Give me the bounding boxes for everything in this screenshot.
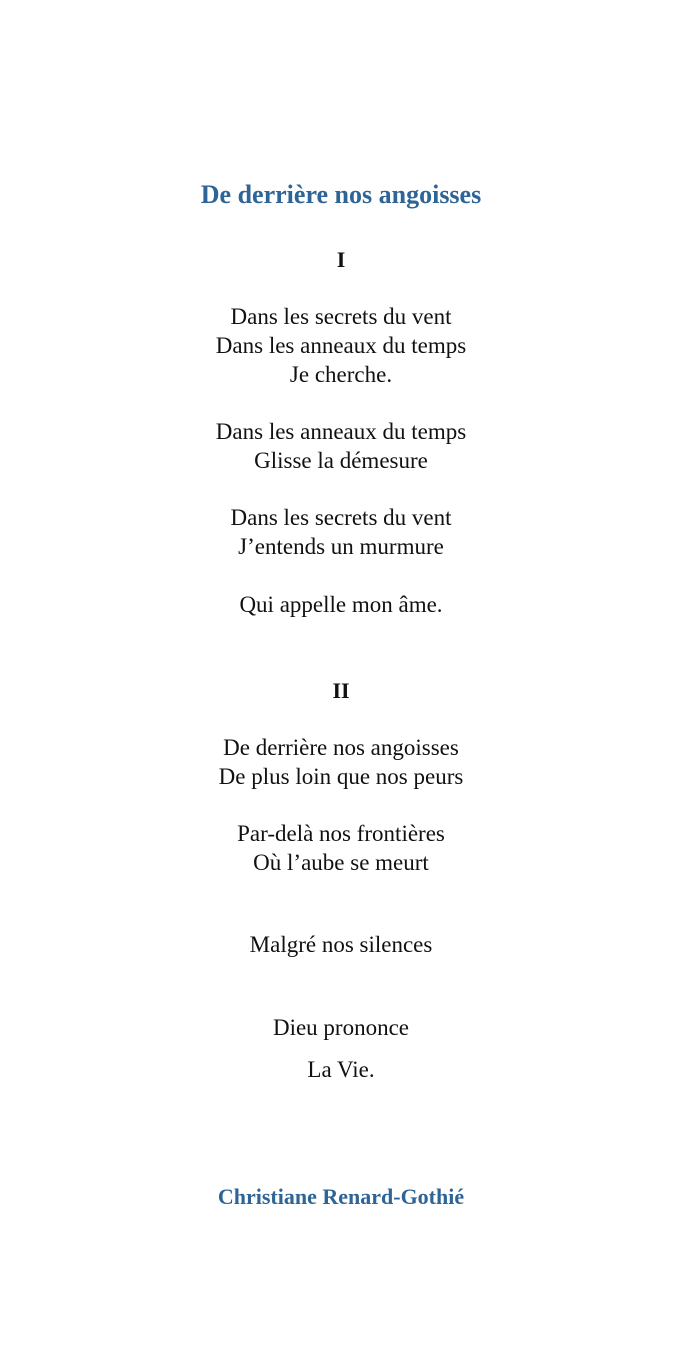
poem-line: Malgré nos silences — [249, 932, 433, 957]
section-number-2: II — [332, 678, 350, 703]
section-number-1: I — [336, 247, 346, 272]
poem-line: De derrière nos angoisses — [223, 735, 459, 760]
poem-line: La Vie. — [307, 1057, 375, 1082]
poem-line: Où l’aube se meurt — [253, 850, 429, 875]
poem-line: Dieu prononce — [272, 1015, 410, 1040]
poem-line: Je cherche. — [289, 362, 393, 387]
poem-author: Christiane Renard-Gothié — [217, 1184, 465, 1209]
poem-line: Qui appelle mon âme. — [239, 592, 443, 617]
poem-title: De derrière nos angoisses — [200, 180, 482, 209]
poem-line: Par-delà nos frontières — [237, 821, 445, 846]
poem-line: Dans les anneaux du temps — [215, 333, 467, 358]
poem-line: Dans les secrets du vent — [230, 505, 452, 530]
poem-line: De plus loin que nos peurs — [218, 764, 464, 789]
poem-line: J’entends un murmure — [238, 534, 444, 559]
poem-line: Dans les secrets du vent — [230, 304, 452, 329]
poem-line: Glisse la démesure — [254, 448, 428, 473]
poem-line: Dans les anneaux du temps — [215, 419, 467, 444]
